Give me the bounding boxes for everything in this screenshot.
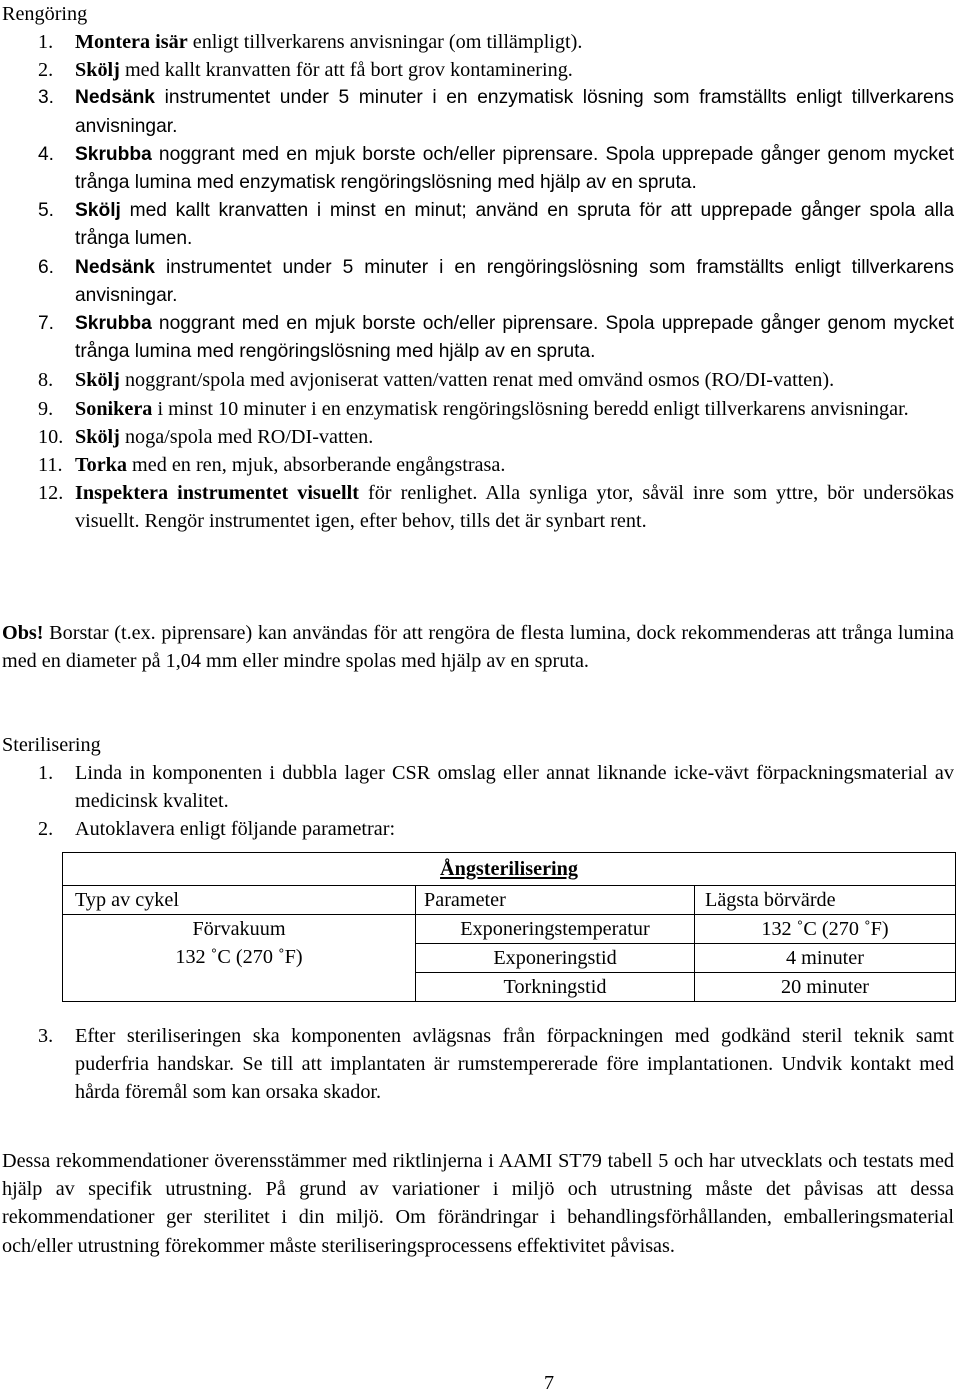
- step-number: 10.: [38, 425, 64, 448]
- step-action: Nedsänk: [75, 256, 155, 278]
- step-action: Montera isär: [75, 31, 188, 53]
- note-text: Borstar (t.ex. piprensare) kan användas för att rengöra de flesta lumina, dock rekommenderas att trånga lumina med en diameter på 1,04 mm eller mindre spolas med hjälp av en spruta.: [2, 622, 954, 673]
- list-item: [2, 451, 954, 479]
- step-action: Skölj: [75, 369, 120, 392]
- step-action: Sonikera: [75, 397, 153, 420]
- list-item: [2, 28, 954, 56]
- step-action: Torka: [75, 454, 127, 477]
- step-action: Skrubba: [75, 313, 152, 335]
- step-action: Skölj: [75, 59, 120, 82]
- list-item: [2, 423, 954, 451]
- step-action: Nedsänk: [75, 87, 155, 109]
- table-header-row: [63, 886, 956, 915]
- value-cell: 4 minuter: [695, 944, 956, 973]
- cleaning-heading: Rengöring: [2, 3, 88, 25]
- step-number: 4.: [38, 143, 55, 165]
- list-item: [2, 141, 954, 197]
- list-item: [2, 1022, 954, 1107]
- header-parameter: Parameter: [416, 886, 695, 915]
- step-number: 11.: [38, 454, 63, 477]
- step-number: 5.: [38, 200, 55, 222]
- step-text: instrumentet under 5 minuter i en enzymatisk lösning som framställts enligt tillverkarens anvisningar.: [75, 87, 954, 137]
- list-item: [2, 759, 954, 815]
- step-text: noggrant med en mjuk borste och/eller piprensare. Spola upprepade gånger genom mycket trånga lumina med rengöringslösning med hjälp av en spruta.: [75, 313, 954, 363]
- sterilization-steps-list: [2, 759, 954, 844]
- steam-sterilization-table: [62, 852, 956, 1002]
- step-text: noga/spola med RO/DI-vatten.: [119, 425, 374, 448]
- step-number: 1.: [38, 31, 54, 53]
- header-min-setpoint: Lägsta börvärde: [695, 886, 956, 915]
- parameter-cell: Torkningstid: [416, 973, 695, 1002]
- value-cell: 20 minuter: [695, 973, 956, 1002]
- step-text: för renlighet. Alla synliga ytor, såväl inre som yttre, bör undersökas visuellt. Rengör instrumentet igen, efter behov, tills det är synbart rent.: [75, 482, 954, 533]
- step-number: 1.: [38, 762, 54, 784]
- step-text: noggrant/spola med avjoniserat vatten/vatten renat med omvänd osmos (RO/DI-vatten).: [119, 369, 835, 392]
- closing-paragraph: Dessa rekommendationer överensstämmer med riktlinjerna i AAMI ST79 tabell 5 och har utvecklats och testats med hjälp av specifik utrustning. På grund av variationer i miljö och utrustning måste det påvisas att dessa rekommendationer ger sterilitet i din miljö. Om förändringar i behandlingsförhållanden, emballeringsmaterial och/eller utrustning förekommer måste steriliseringsprocessens effektivitet påvisas.: [2, 1150, 954, 1257]
- step-number: 2.: [38, 59, 54, 82]
- parameter-cell: Exponeringstemperatur: [416, 915, 695, 944]
- step-action: Skölj: [75, 425, 120, 448]
- list-item: [2, 395, 954, 423]
- step-number: 6.: [38, 256, 55, 278]
- parameter-cell: Exponeringstid: [416, 944, 695, 973]
- step-number: 7.: [38, 313, 55, 335]
- step-number: 3.: [38, 1025, 54, 1047]
- step-text: i minst 10 minuter i en enzymatisk rengöringslösning beredd enligt tillverkarens anvisningar.: [152, 397, 909, 420]
- step-text: noggrant med en mjuk borste och/eller piprensare. Spola upprepade gånger genom mycket trånga lumina med enzymatisk rengöringslösning med hjälp av en spruta.: [75, 143, 954, 194]
- table-title-row: [63, 853, 956, 886]
- list-item: [2, 84, 954, 140]
- step-text: med en ren, mjuk, absorberande engångstrasa.: [127, 454, 506, 477]
- step-action: Skrubba: [75, 143, 152, 165]
- header-cycle-type: Typ av cykel: [63, 886, 416, 915]
- step-text: Autoklavera enligt följande parametrar:: [75, 818, 396, 841]
- list-item: [2, 310, 954, 366]
- step-text: instrumentet under 5 minuter i en rengöringslösning som framställts enligt tillverkarens anvisningar.: [75, 256, 954, 306]
- step-action: Inspektera instrumentet visuellt: [75, 482, 359, 505]
- cycle-name: Förvakuum: [192, 918, 286, 940]
- step-text: Linda in komponenten i dubbla lager CSR omslag eller annat liknande icke-vävt förpackningsmaterial av medicinsk kvalitet.: [75, 762, 954, 813]
- cycle-type-cell: [63, 915, 416, 1002]
- note-paragraph: [2, 619, 954, 675]
- step-text: med kallt kranvatten i minst en minut; använd en spruta för att upprepade gånger spola alla trånga lumen.: [75, 200, 954, 250]
- step-number: 8.: [38, 369, 54, 392]
- list-item: [2, 254, 954, 310]
- step-text: med kallt kranvatten för att få bort grov kontaminering.: [119, 59, 573, 82]
- table-row: [63, 915, 956, 944]
- step-action: Skölj: [75, 200, 121, 222]
- table-title: Ångsterilisering: [63, 853, 956, 886]
- step-number: 2.: [38, 818, 54, 841]
- sterilization-heading: Sterilisering: [2, 734, 101, 756]
- value-cell: 132 ˚C (270 ˚F): [695, 915, 956, 944]
- list-item: [2, 479, 954, 535]
- note-label: Obs!: [2, 622, 44, 644]
- list-item: [2, 815, 954, 843]
- list-item: [2, 366, 954, 394]
- step-number: 9.: [38, 397, 54, 420]
- step-number: 3.: [38, 87, 55, 109]
- list-item: [2, 56, 954, 84]
- step-number: 12.: [38, 482, 64, 505]
- step-text: enligt tillverkarens anvisningar (om tillämpligt).: [187, 31, 583, 53]
- sterilization-step3-list: [2, 1022, 954, 1107]
- step-text: Efter steriliseringen ska komponenten avlägsnas från förpackningen med godkänd steril teknik samt puderfria handskar. Se till att implantaten är rumstempererade före implantationen. Undvik kontakt med hårda föremål som kan orsaka skador.: [75, 1025, 954, 1104]
- list-item: [2, 197, 954, 253]
- cleaning-steps-list: [2, 28, 954, 536]
- page-number: 7: [544, 1372, 555, 1394]
- cycle-temperature: 132 ˚C (270 ˚F): [175, 946, 303, 968]
